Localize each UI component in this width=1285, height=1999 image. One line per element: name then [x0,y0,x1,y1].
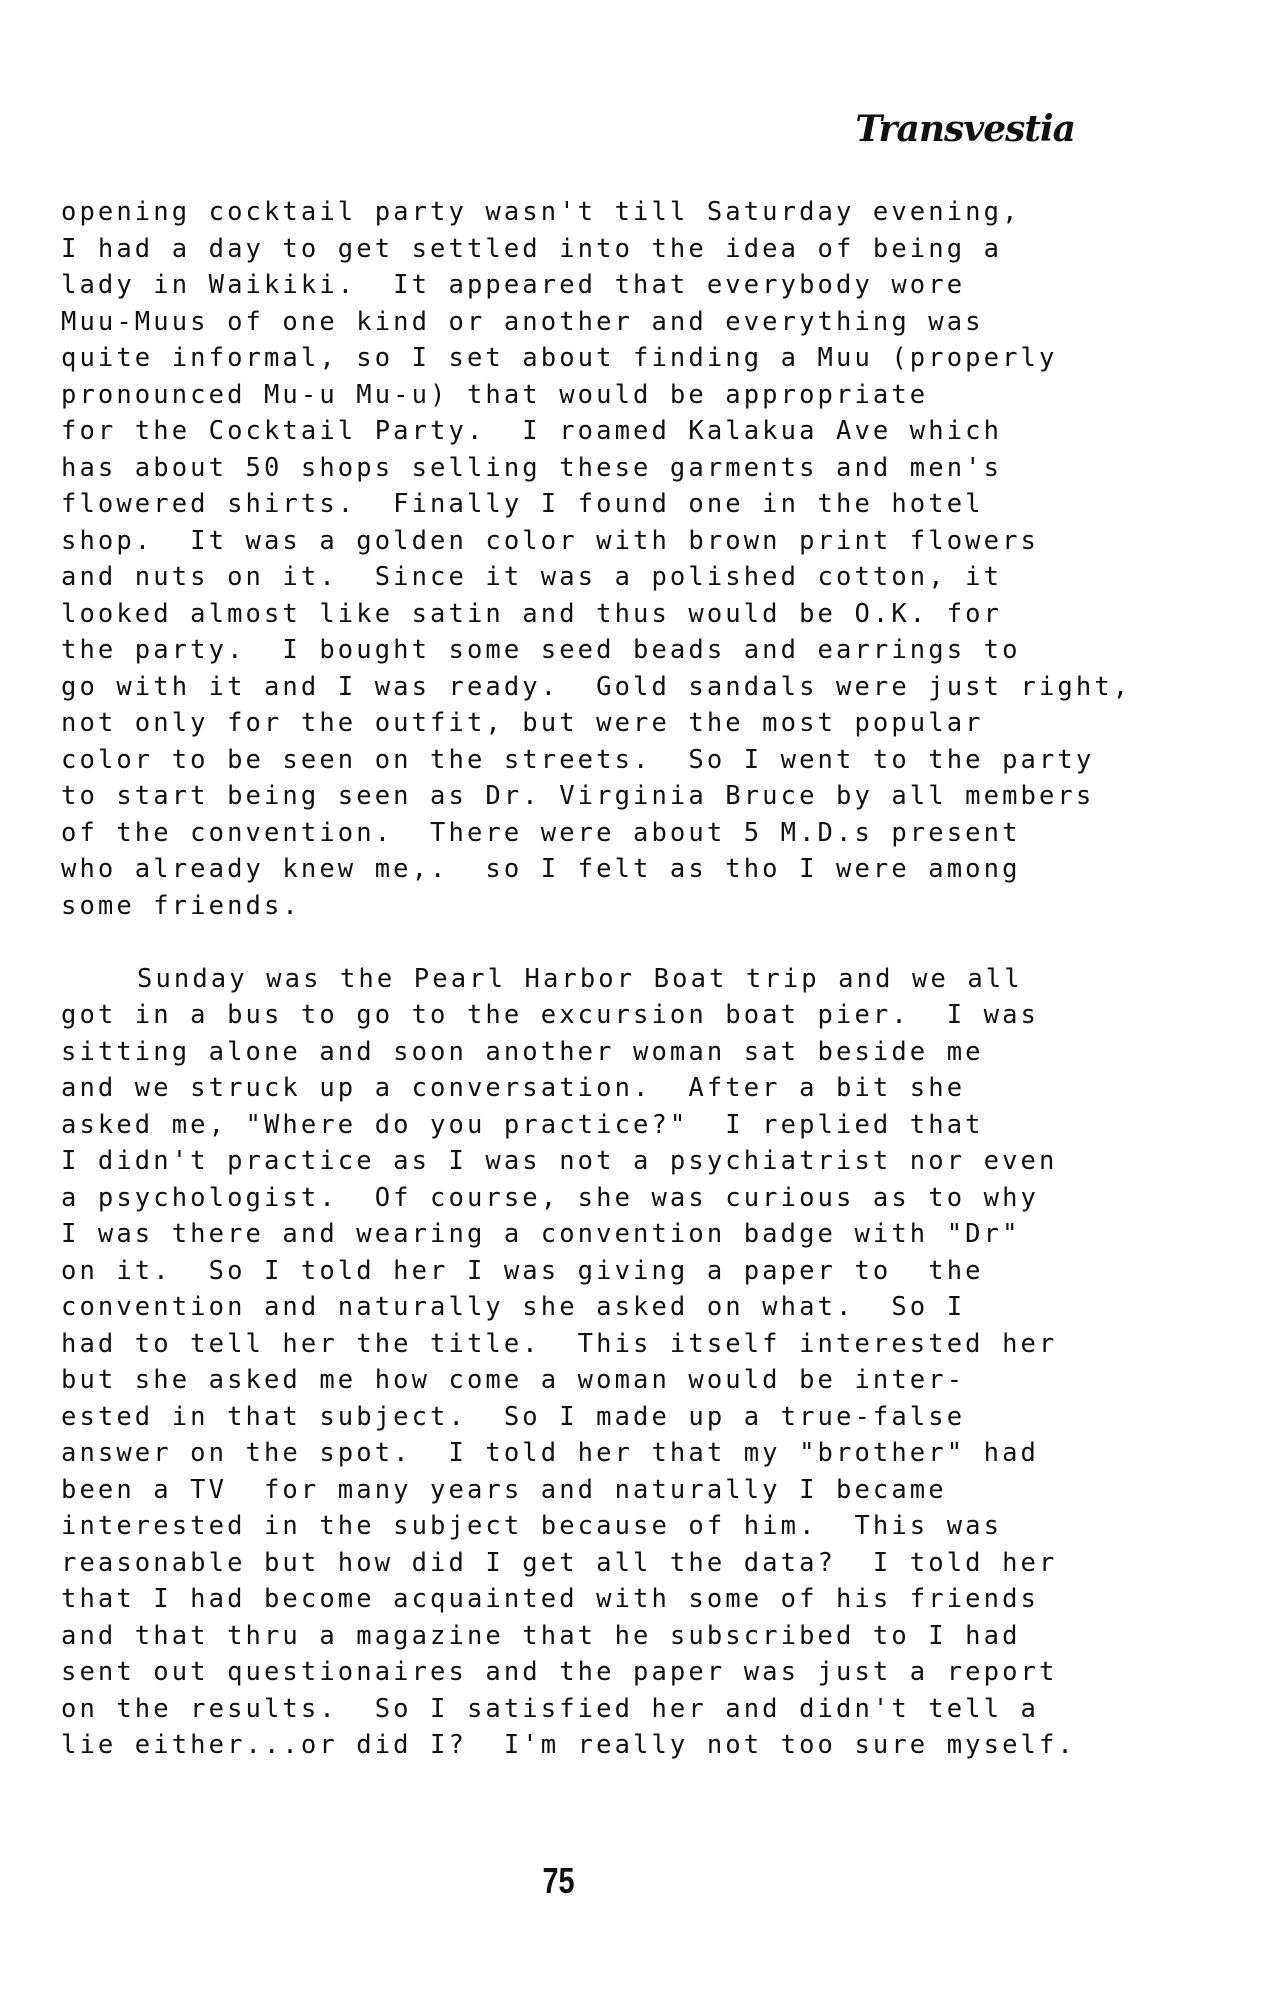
text-line: on the results. So I satisfied her and didn't tell a [61,1693,1039,1724]
text-line: on it. So I told her I was giving a paper to the [61,1255,984,1286]
text-line: sitting alone and soon another woman sat beside me [61,1036,984,1067]
text-line: that I had become acquainted with some of his friends [61,1584,1039,1614]
text-line: flowered shirts. Finally I found one in the hotel [61,489,984,519]
text-line: sent out questionaires and the paper was just a report [61,1657,1058,1687]
text-line: and that thru a magazine that he subscribed to I had [61,1620,1021,1651]
body-text [61,194,1221,1764]
text-line: I didn't practice as I was not a psychiatrist nor even [61,1146,1058,1176]
text-line: convention and naturally she asked on what. So I [61,1292,966,1322]
paragraph-1 [61,194,1221,924]
text-line: asked me, "Where do you practice?" I replied that [61,1109,984,1140]
text-line: and we struck up a conversation. After a bit she [61,1073,966,1103]
text-line: a psychologist. Of course, she was curious as to why [61,1182,1039,1213]
text-line: got in a bus to go to the excursion boat pier. I was [61,1000,1039,1030]
text-line: the party. I bought some seed beads and earrings to [61,635,1021,665]
text-line: some friends. [61,890,301,921]
text-line: been a TV for many years and naturally I became [61,1474,947,1505]
text-line: quite informal, so I set about finding a Muu (properly [61,343,1058,373]
text-line: reasonable but how did I get all the data? I told her [61,1547,1058,1578]
text-line: shop. It was a golden color with brown print flowers [61,525,1039,556]
text-line: pronounced Mu-u Mu-u) that would be appropriate [61,379,929,410]
text-line: I had a day to get settled into the idea of being a [61,233,1003,264]
text-line: who already knew me,. so I felt as tho I were among [61,854,1021,884]
text-line: go with it and I was ready. Gold sandals were just right, [61,671,1132,702]
text-line: looked almost like satin and thus would be O.K. for [61,598,1003,629]
text-line: for the Cocktail Party. I roamed Kalakua Ave which [61,416,1003,446]
text-line: lady in Waikiki. It appeared that everybody wore [61,270,966,300]
text-line: of the convention. There were about 5 M.D.s present [61,817,1021,848]
text-line: had to tell her the title. This itself interested her [61,1328,1058,1359]
text-line: but she asked me how come a woman would be inter- [61,1365,966,1395]
text-line: color to be seen on the streets. So I went to the party [61,744,1095,775]
text-line: has about 50 shops selling these garments and men's [61,452,1003,483]
text-line: answer on the spot. I told her that my "brother" had [61,1438,1039,1468]
text-line: lie either...or did I? I'm really not too sure myself. [61,1730,1076,1760]
text-line: Sunday was the Pearl Harbor Boat trip and we all [137,963,1023,994]
text-line: not only for the outfit, but were the most popular [61,708,984,738]
publication-title: Transvestia [855,108,1075,150]
paragraph-2 [61,961,1221,1764]
page-number: 75 [542,1860,575,1901]
paragraph-spacer [61,924,1221,961]
text-line: I was there and wearing a convention badge with "Dr" [61,1219,1021,1249]
text-line: to start being seen as Dr. Virginia Bruce by all members [61,781,1095,811]
text-line: and nuts on it. Since it was a polished cotton, it [61,562,1003,592]
text-line: opening cocktail party wasn't till Saturday evening, [61,197,1021,227]
text-line: interested in the subject because of him. This was [61,1511,1003,1541]
text-line: Muu-Muus of one kind or another and everything was [61,306,984,337]
text-line: ested in that subject. So I made up a true-false [61,1401,966,1432]
